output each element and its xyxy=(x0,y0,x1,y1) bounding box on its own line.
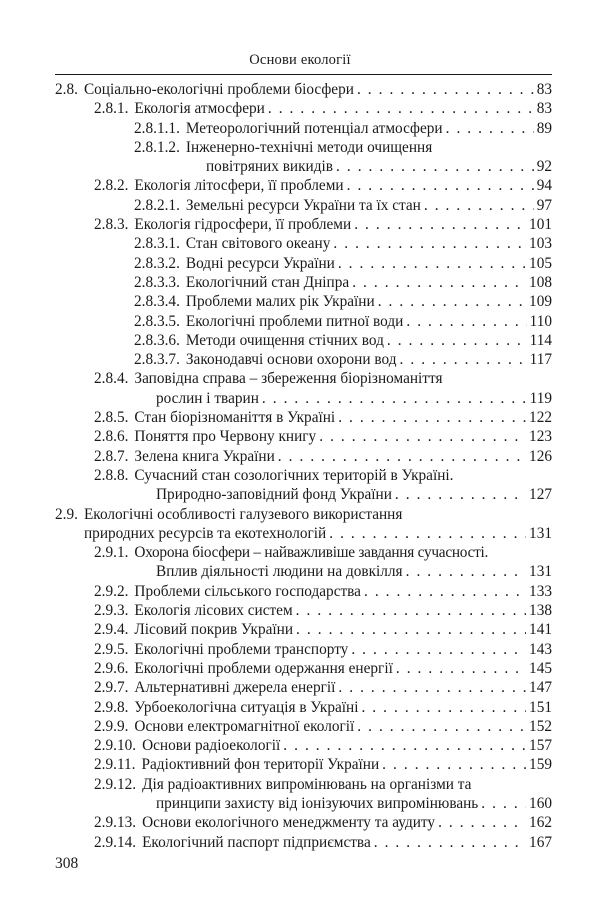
dot-leader xyxy=(357,80,534,99)
toc-entry[interactable] xyxy=(55,138,552,177)
toc-entry-page: 83 xyxy=(536,100,552,118)
toc-entry-title: Основи радіоекології xyxy=(142,737,281,755)
toc-entry-title: Законодавчі основи охорони вод xyxy=(185,351,397,369)
toc-entry-page: 157 xyxy=(529,737,552,755)
toc-entry-title: Основи електромагнітної екології xyxy=(134,717,355,735)
toc-entry-title: Основи екологічного менеджменту та аудиту xyxy=(142,814,436,832)
toc-entry-page: 145 xyxy=(529,659,552,677)
toc-entry-page: 103 xyxy=(529,235,552,253)
toc-entry-number: 2.9.14. xyxy=(94,833,137,851)
toc-entry-page: 117 xyxy=(529,351,552,369)
toc-entry[interactable] xyxy=(55,505,552,544)
dot-leader xyxy=(347,176,534,195)
toc-entry[interactable] xyxy=(55,331,552,350)
toc-entry-title: Екологічний стан Дніпра xyxy=(185,273,350,291)
toc-entry-title-continued: рослин і тварин xyxy=(156,389,259,407)
toc-entry-title: Зелена книга України xyxy=(134,447,275,465)
toc-entry-title: Альтернативні джерела енергії xyxy=(134,679,336,697)
toc-entry-number: 2.8.6. xyxy=(94,428,129,446)
dot-leader xyxy=(364,582,526,601)
dot-leader xyxy=(438,813,526,832)
toc-entry-page: 141 xyxy=(529,621,552,639)
toc-entry-number: 2.8.7. xyxy=(94,447,129,465)
toc-entry-title: Дія радіоактивних випромінювань на організми та xyxy=(142,775,472,793)
header-rule xyxy=(55,74,552,75)
toc-entry-page: 105 xyxy=(529,254,552,272)
toc-entry-title: Екологія літосфери, її проблеми xyxy=(134,177,344,195)
toc-entry-page: 159 xyxy=(529,756,552,774)
toc-entry-title: Соціально-екологічні проблеми біосфери xyxy=(83,81,354,98)
toc-entry[interactable] xyxy=(55,775,552,814)
toc-entry-page: 162 xyxy=(529,814,552,832)
toc-entry[interactable] xyxy=(55,601,552,620)
toc-entry[interactable] xyxy=(55,833,552,852)
dot-leader xyxy=(395,485,526,504)
toc-entry-title: Стан світового океану xyxy=(185,235,331,253)
dot-leader xyxy=(446,119,534,138)
toc-entry-title: Лісовий покрив України xyxy=(134,621,294,639)
toc-entry-number: 2.8.1.2. xyxy=(134,138,180,156)
toc-entry-title: Екологічні проблеми одержання енергії xyxy=(134,659,393,677)
toc-entry-page: 110 xyxy=(529,312,552,330)
dot-leader xyxy=(378,292,526,311)
toc-entry-number: 2.8.3.1. xyxy=(134,235,180,253)
toc-entry-title: Проблеми малих рік України xyxy=(185,293,375,311)
toc-entry-page: 133 xyxy=(529,582,552,600)
toc-entry[interactable] xyxy=(55,717,552,736)
toc-entry-title: Екологічні проблеми транспорту xyxy=(134,640,349,658)
toc-entry-number: 2.8.4. xyxy=(94,370,129,388)
toc-entry[interactable] xyxy=(55,273,552,292)
dot-leader xyxy=(319,427,526,446)
toc-entry-number: 2.9. xyxy=(55,505,78,523)
dot-leader xyxy=(481,794,526,813)
dot-leader xyxy=(406,312,526,331)
dot-leader xyxy=(352,273,526,292)
toc-entry-page: 138 xyxy=(529,602,552,620)
toc-entry-title: Методи очищення стічних вод xyxy=(185,331,384,349)
toc-entry-page: 94 xyxy=(536,177,552,195)
dot-leader xyxy=(387,331,527,350)
dot-leader xyxy=(424,196,534,215)
toc-entry-title: Земельні ресурси України та їх стан xyxy=(185,196,421,214)
toc-entry-page: 167 xyxy=(529,833,552,851)
toc-entry-title-continued: повітряних викидів xyxy=(206,158,333,176)
toc-entry-page: 122 xyxy=(529,409,552,427)
toc-entry[interactable] xyxy=(55,466,552,505)
toc-entry-number: 2.8.1. xyxy=(94,100,129,118)
dot-leader xyxy=(278,447,526,466)
toc-entry[interactable] xyxy=(55,698,552,717)
dot-leader xyxy=(262,389,527,408)
toc-entry[interactable] xyxy=(55,292,552,311)
dot-leader xyxy=(283,736,526,755)
dot-leader xyxy=(357,717,526,736)
toc-entry-page: 127 xyxy=(529,486,552,504)
toc-entry-title: Екологія гідросфери, її проблеми xyxy=(134,216,352,234)
toc-entry-number: 2.8.1.1. xyxy=(134,119,180,137)
toc-entry-number: 2.9.12. xyxy=(94,775,137,793)
toc-entry[interactable] xyxy=(55,312,552,331)
dot-leader xyxy=(382,755,526,774)
running-title: Основи екології xyxy=(249,52,351,68)
toc-entry-page: 160 xyxy=(529,794,552,812)
toc-entry[interactable] xyxy=(55,755,552,774)
toc-entry-page: 126 xyxy=(529,447,552,465)
toc-entry-page: 147 xyxy=(529,679,552,697)
toc-entry[interactable] xyxy=(55,408,552,427)
toc-entry-title-continued: принципи захисту від іонізуючих випромінювань xyxy=(156,794,479,812)
toc-entry-page: 131 xyxy=(529,524,552,542)
toc-entry-number: 2.8.3. xyxy=(94,216,129,234)
toc-entry-number: 2.8.3.2. xyxy=(134,254,180,272)
dot-leader xyxy=(338,678,526,697)
toc-entry[interactable] xyxy=(55,254,552,273)
toc-entry-number: 2.8.5. xyxy=(94,409,129,427)
toc-entry[interactable] xyxy=(55,620,552,639)
dot-leader xyxy=(329,524,526,543)
toc-entry-number: 2.8.8. xyxy=(94,466,129,484)
toc-entry-number: 2.8.2.1. xyxy=(134,196,180,214)
toc-entry-page: 143 xyxy=(529,640,552,658)
toc-entry[interactable] xyxy=(55,119,552,138)
toc-entry-title: Стан біорізноманіття в Україні xyxy=(134,409,336,427)
toc-entry-page: 92 xyxy=(536,158,552,176)
toc-entry-number: 2.9.9. xyxy=(94,717,129,735)
toc-entry-title: Екологія лісових систем xyxy=(134,602,293,620)
toc-entry-title-continued: природних ресурсів та екотехнологій xyxy=(84,524,327,542)
toc-entry-title: Урбоекологічна ситуація в Україні xyxy=(134,698,359,716)
page-number: 308 xyxy=(55,855,79,872)
toc-entry-number: 2.9.13. xyxy=(94,814,137,832)
toc-entry[interactable] xyxy=(55,196,552,215)
toc-entry-number: 2.9.1. xyxy=(94,544,129,562)
toc-entry[interactable] xyxy=(55,176,552,195)
dot-leader xyxy=(406,562,526,581)
toc-entry-page: 97 xyxy=(536,196,552,214)
toc-entry[interactable] xyxy=(55,582,552,601)
toc-entry-number: 2.8.3.4. xyxy=(134,293,180,311)
toc-entry-page: 109 xyxy=(529,293,552,311)
dot-leader xyxy=(374,833,526,852)
toc-entry-number: 2.8.2. xyxy=(94,177,129,195)
toc-entry-page: 83 xyxy=(536,81,552,98)
toc-entry[interactable] xyxy=(55,427,552,446)
toc-entry-title: Екологічний паспорт підприємства xyxy=(142,833,371,851)
toc-entry-page: 151 xyxy=(529,698,552,716)
dot-leader xyxy=(338,254,526,273)
dot-leader xyxy=(338,408,526,427)
toc-entry-number: 2.9.7. xyxy=(94,679,129,697)
table-of-contents xyxy=(55,80,552,852)
toc-entry-number: 2.9.10. xyxy=(94,737,137,755)
toc-entry[interactable] xyxy=(55,369,552,408)
toc-entry-page: 108 xyxy=(529,273,552,291)
toc-entry-title: Екологічні особливості галузевого використання xyxy=(83,505,403,523)
toc-entry-number: 2.9.6. xyxy=(94,659,129,677)
toc-entry[interactable] xyxy=(55,447,552,466)
toc-entry-number: 2.8.3.5. xyxy=(134,312,180,330)
toc-entry[interactable] xyxy=(55,640,552,659)
toc-entry-title: Заповідна справа – збереження біорізноманіття xyxy=(134,370,443,388)
toc-entry-title: Проблеми сільського господарства xyxy=(134,582,361,600)
dot-leader xyxy=(400,350,527,369)
dot-leader xyxy=(333,234,526,253)
toc-entry-number: 2.9.4. xyxy=(94,621,129,639)
toc-entry[interactable] xyxy=(55,678,552,697)
toc-entry-page: 123 xyxy=(529,428,552,446)
toc-entry-number: 2.9.11. xyxy=(94,756,136,774)
toc-entry-title: Метеорологічний потенціал атмосфери xyxy=(185,119,443,137)
toc-entry[interactable] xyxy=(55,813,552,832)
toc-entry-page: 89 xyxy=(536,119,552,137)
toc-entry-number: 2.9.8. xyxy=(94,698,129,716)
toc-entry[interactable] xyxy=(55,659,552,678)
dot-leader xyxy=(351,640,526,659)
dot-leader xyxy=(296,601,526,620)
toc-entry-title: Сучасний стан созологічних територій в Україні. xyxy=(134,466,454,484)
toc-entry[interactable] xyxy=(55,234,552,253)
toc-entry-title: Радіоктивний фон території України xyxy=(141,756,380,774)
toc-entry-page: 101 xyxy=(529,216,552,234)
toc-entry-title-continued: Вплив діяльності людини на довкілля xyxy=(156,563,403,581)
toc-entry-page: 114 xyxy=(529,331,552,349)
toc-entry-page: 119 xyxy=(529,389,552,407)
dot-leader xyxy=(361,698,526,717)
toc-entry[interactable] xyxy=(55,543,552,582)
dot-leader xyxy=(336,157,534,176)
toc-entry-page: 152 xyxy=(529,717,552,735)
toc-entry-title: Охорона біосфери – найважливіше завдання сучасності. xyxy=(134,544,489,562)
toc-entry-number: 2.8. xyxy=(55,81,78,98)
toc-entry-title: Водні ресурси України xyxy=(185,254,335,272)
toc-entry-number: 2.8.3.3. xyxy=(134,273,180,291)
dot-leader xyxy=(296,620,526,639)
toc-entry-title: Поняття про Червону книгу xyxy=(134,428,317,446)
toc-entry-title: Інженерно-технічні методи очищення xyxy=(185,138,433,156)
dot-leader xyxy=(396,659,526,678)
toc-entry-title: Екологія атмосфери xyxy=(134,100,265,118)
toc-entry-number: 2.8.3.7. xyxy=(134,351,180,369)
toc-entry-number: 2.9.5. xyxy=(94,640,129,658)
toc-entry[interactable] xyxy=(55,99,552,118)
toc-entry-number: 2.8.3.6. xyxy=(134,331,180,349)
dot-leader xyxy=(268,99,534,118)
toc-entry-page: 131 xyxy=(529,563,552,581)
dot-leader xyxy=(354,215,526,234)
toc-entry-title-continued: Природно-заповідний фонд України xyxy=(156,486,392,504)
toc-entry-title: Екологічні проблеми питної води xyxy=(185,312,404,330)
toc-entry[interactable] xyxy=(55,215,552,234)
toc-entry[interactable] xyxy=(55,80,552,99)
toc-entry[interactable] xyxy=(55,736,552,755)
toc-entry[interactable] xyxy=(55,350,552,369)
toc-entry-number: 2.9.2. xyxy=(94,582,129,600)
toc-entry-number: 2.9.3. xyxy=(94,602,129,620)
